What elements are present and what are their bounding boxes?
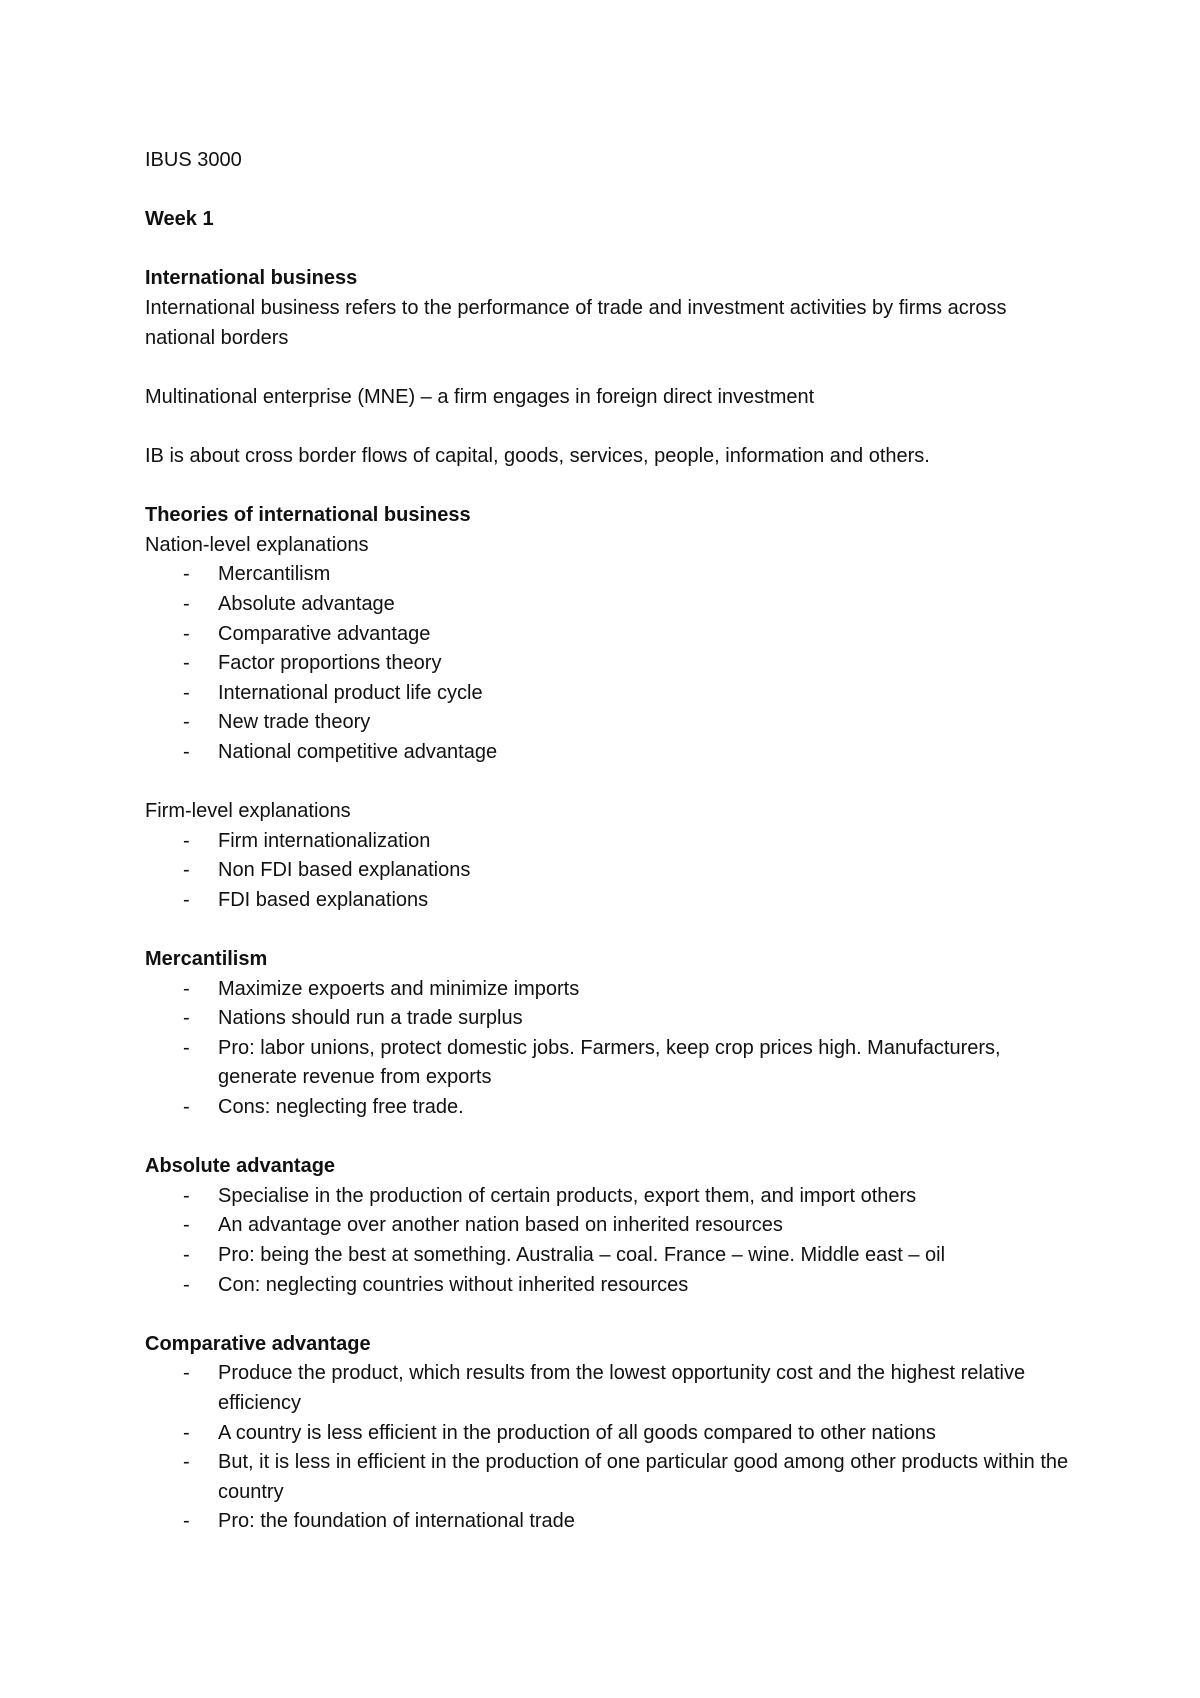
list-item: - New trade theory [183,711,371,734]
list-item: - But, it is less in efficient in the production of one particular good among other products within the country [183,1451,1069,1503]
intl-business-definition: International business refers to the performance of trade and investment activities by firms across national borders [145,296,1007,349]
list-item: - Pro: labor unions, protect domestic jobs. Farmers, keep crop prices high. Manufacturers, generate revenue from exports [183,1036,1001,1089]
document-body [145,146,1075,1537]
nation-level-list [145,560,1075,767]
list-item: - Factor proportions theory [183,652,442,675]
absolute-advantage-heading: Absolute advantage [145,1155,336,1178]
list-item: - Specialise in the production of certain products, export them, and import others [183,1184,917,1207]
list-item: - Maximize expoerts and minimize imports [183,977,580,1000]
list-item: - Non FDI based explanations [183,859,471,882]
list-item: - Comparative advantage [183,622,431,645]
week-heading: Week 1 [145,208,214,231]
list-item: - Mercantilism [183,563,331,586]
list-item: - Pro: the foundation of international trade [183,1510,575,1533]
list-item: - A country is less efficient in the production of all goods compared to other nations [183,1421,936,1444]
comparative-advantage-heading: Comparative advantage [145,1332,371,1355]
mercantilism-heading: Mercantilism [145,948,268,971]
list-item: - An advantage over another nation based on inherited resources [183,1214,783,1237]
list-item: - Pro: being the best at something. Australia – coal. France – wine. Middle east – oil [183,1243,946,1266]
list-item: - Absolute advantage [183,592,395,615]
mercantilism-list [145,975,1075,1123]
ib-flows-statement: IB is about cross border flows of capital, goods, services, people, information and others. [145,444,930,467]
list-item: - Produce the product, which results from the lowest opportunity cost and the highest relative efficiency [183,1362,1026,1414]
theories-heading: Theories of international business [145,504,471,527]
list-item: - Nations should run a trade surplus [183,1007,523,1030]
nation-level-label: Nation-level explanations [145,533,369,556]
list-item: - Cons: neglecting free trade. [183,1096,464,1118]
list-item: - Con: neglecting countries without inherited resources [183,1273,689,1296]
list-item: - International product life cycle [183,681,483,704]
mne-definition: Multinational enterprise (MNE) – a firm engages in foreign direct investment [145,385,815,408]
comparative-advantage-list [145,1359,1075,1537]
list-item: - National competitive advantage [183,740,498,763]
absolute-advantage-list [145,1182,1075,1300]
firm-level-label: Firm-level explanations [145,800,351,823]
course-code: IBUS 3000 [145,149,242,171]
firm-level-list [145,827,1075,916]
list-item: - FDI based explanations [183,888,429,911]
list-item: - Firm internationalization [183,829,431,852]
intl-business-heading: International business [145,267,358,290]
